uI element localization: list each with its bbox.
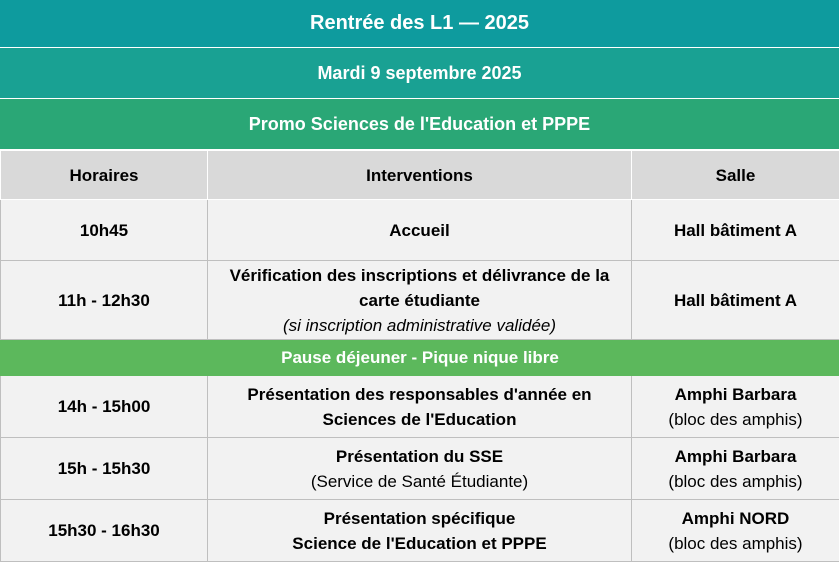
intervention-line: Science de l'Education et PPPE [292, 533, 547, 553]
room-note: (bloc des amphis) [668, 533, 803, 553]
pause-row [1, 340, 839, 376]
intervention-line: Présentation spécifique [323, 508, 516, 528]
promo-title: Promo Sciences de l'Education et PPPE [0, 99, 839, 150]
intervention-line: Sciences de l'Education [322, 409, 517, 429]
row-room [632, 376, 839, 438]
room-name: Amphi Barbara [674, 384, 797, 404]
table-row [1, 261, 839, 340]
row-time: 11h - 12h30 [1, 261, 208, 340]
row-time: 15h - 15h30 [1, 438, 208, 500]
header-interventions: Interventions [208, 151, 632, 200]
row-intervention: Accueil [208, 200, 632, 261]
row-room: Hall bâtiment A [632, 200, 839, 261]
event-date: Mardi 9 septembre 2025 [0, 48, 839, 99]
row-room: Hall bâtiment A [632, 261, 839, 340]
table-row [1, 500, 839, 562]
intervention-line: carte étudiante [359, 290, 480, 310]
row-time: 10h45 [1, 200, 208, 261]
header-horaires: Horaires [1, 151, 208, 200]
intervention-line: Vérification des inscriptions et délivrance de la [229, 265, 610, 285]
row-time: 14h - 15h00 [1, 376, 208, 438]
table-row [1, 376, 839, 438]
intervention-note: (si inscription administrative validée) [282, 315, 557, 335]
intervention-line: Présentation des responsables d'année en [247, 384, 592, 404]
table-row [1, 438, 839, 500]
room-note: (bloc des amphis) [668, 471, 803, 491]
row-room [632, 500, 839, 562]
page-title: Rentrée des L1 — 2025 [0, 0, 839, 48]
pause-label: Pause déjeuner - Pique nique libre [1, 340, 839, 376]
schedule-table [0, 150, 839, 562]
header-salle: Salle [632, 151, 839, 200]
row-time: 15h30 - 16h30 [1, 500, 208, 562]
intervention-line: (Service de Santé Étudiante) [310, 471, 529, 491]
row-intervention [208, 500, 632, 562]
row-intervention [208, 261, 632, 340]
row-intervention [208, 376, 632, 438]
room-name: Amphi Barbara [674, 446, 797, 466]
row-intervention [208, 438, 632, 500]
row-room [632, 438, 839, 500]
intervention-line: Présentation du SSE [335, 446, 504, 466]
room-note: (bloc des amphis) [668, 409, 803, 429]
table-row [1, 200, 839, 261]
table-header-row [1, 151, 839, 200]
room-name: Amphi NORD [681, 508, 790, 528]
